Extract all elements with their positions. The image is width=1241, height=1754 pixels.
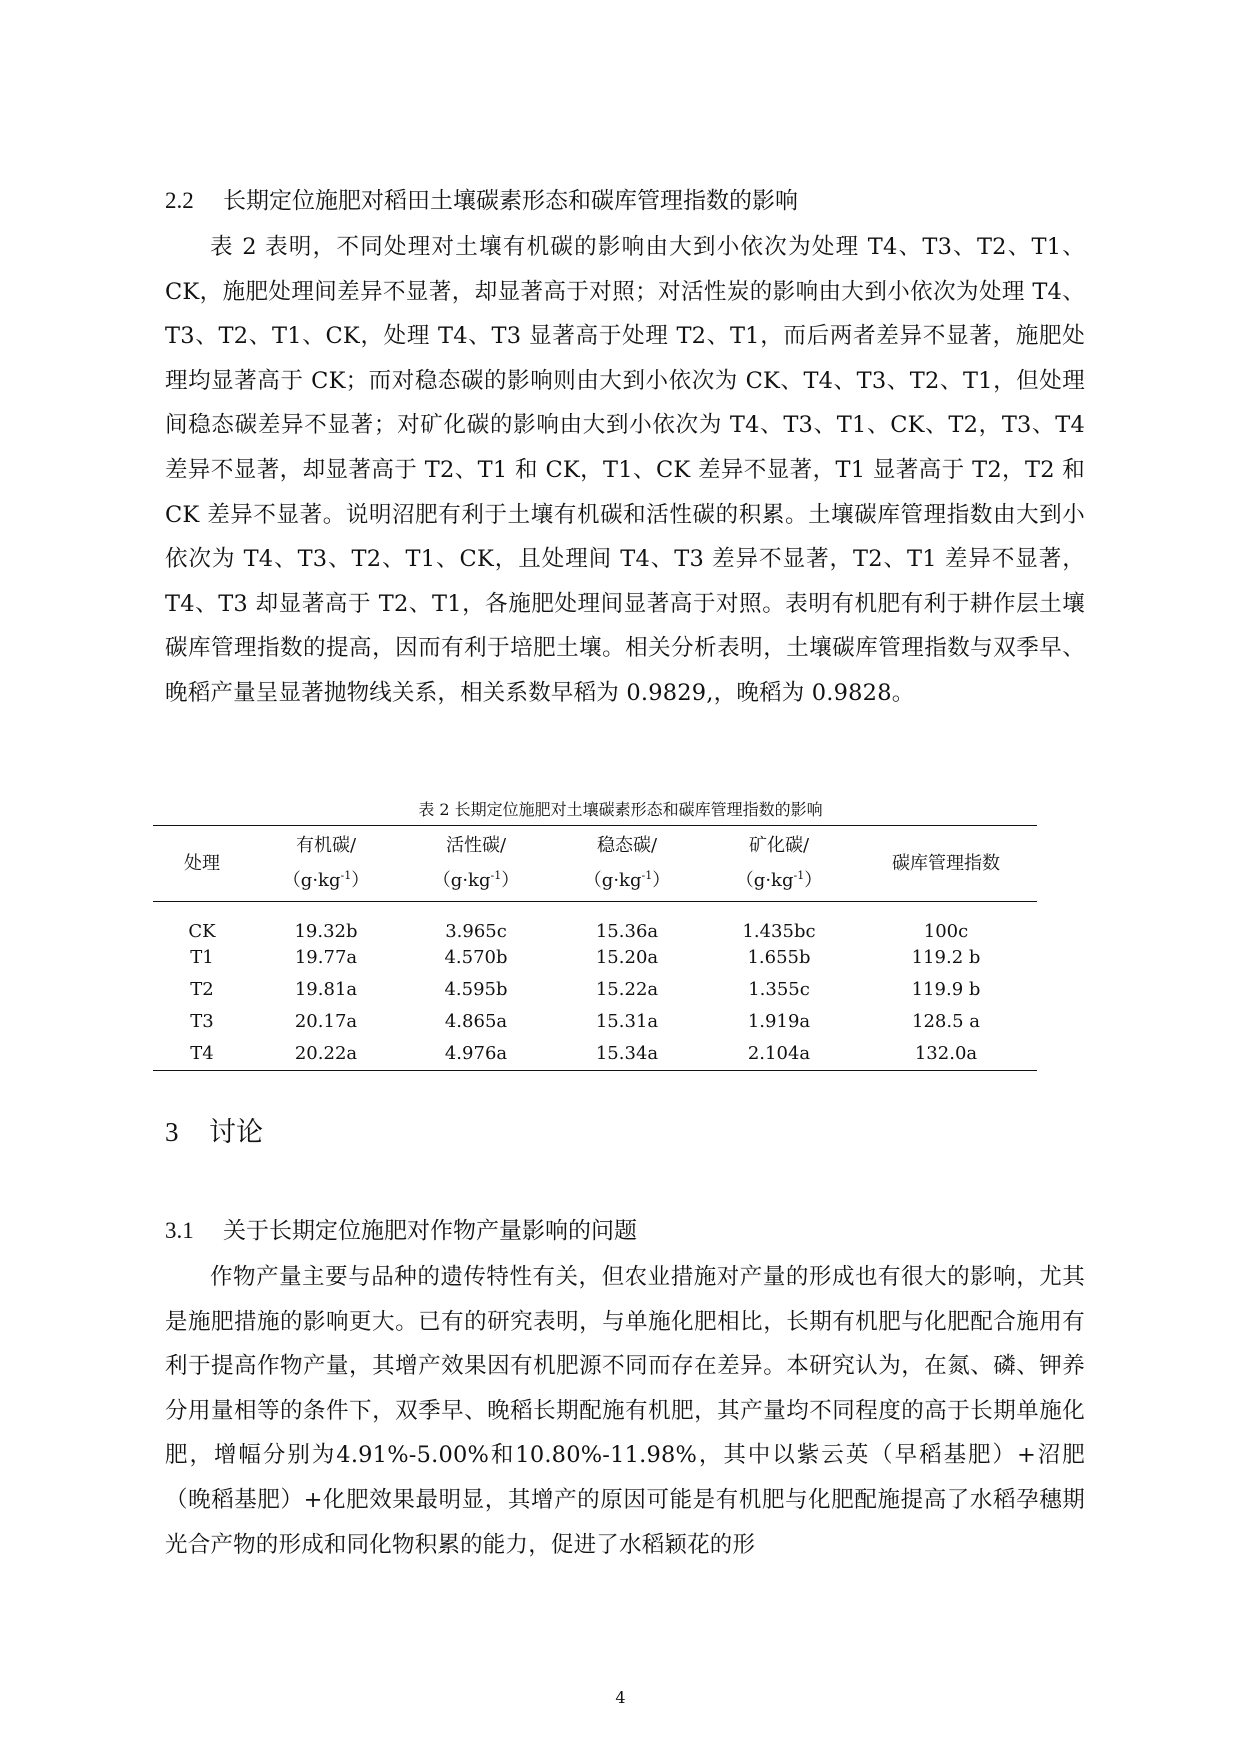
section-3-heading: [165, 1110, 263, 1149]
table-cell: T1: [190, 947, 214, 968]
table-cell: T3: [190, 1011, 214, 1032]
table-cell: 119.2 b: [911, 947, 981, 968]
column-header: 处理: [184, 852, 220, 874]
table-caption: 表 2 长期定位施肥对土壤碳素形态和碳库管理指数的影响: [418, 800, 823, 819]
table-cell: 100c: [923, 920, 969, 942]
table-row: [153, 1038, 1037, 1071]
column-header: 活性碳/ $(g\cdot kg^{-1})$: [432, 835, 520, 891]
section-number: 2.2: [165, 188, 194, 213]
table-cell: 19.32b: [294, 920, 358, 942]
table-cell: 4.595b: [444, 979, 508, 1000]
column-header: 碳库管理指数: [892, 852, 1000, 874]
table-cell: 1.435bc: [742, 920, 816, 942]
section-title: 长期定位施肥对稻田土壤碳素形态和碳库管理指数的影响: [223, 188, 798, 214]
table-row: [153, 902, 1037, 942]
table-cell: 15.31a: [595, 1011, 659, 1032]
table-cell: 4.865a: [444, 1011, 508, 1032]
column-header: 稳态碳/ $(g\cdot kg^{-1})$: [583, 835, 671, 891]
column-header: 矿化碳/ $(g\cdot kg^{-1})$: [735, 835, 823, 891]
section-title: 关于长期定位施肥对作物产量影响的问题: [223, 1218, 637, 1244]
data-table: [153, 825, 1037, 1071]
column-header: 有机碳/ $(g\cdot kg^{-1})$: [282, 835, 370, 891]
table-cell: 1.655b: [747, 947, 811, 968]
table-cell: 15.20a: [595, 947, 659, 968]
table-cell: 119.9 b: [911, 979, 981, 1000]
table-cell: 15.36a: [595, 920, 659, 942]
table-cell: 132.0a: [914, 1043, 978, 1064]
section-2-2-heading: [165, 182, 798, 215]
table-cell: 128.5 a: [912, 1011, 980, 1032]
table-cell: 3.965c: [445, 920, 507, 942]
table-cell: 15.22a: [595, 979, 659, 1000]
section-3-1-heading: [165, 1212, 637, 1245]
table-cell: 20.17a: [294, 1011, 358, 1032]
table-cell: 4.976a: [444, 1043, 508, 1064]
section-3-1-paragraph: 作物产量主要与品种的遗传特性有关，但农业措施对产量的形成也有很大的影响，尤其是施肥措施的影响更大。已有的研究表明，与单施化肥相比，长期有机肥与化肥配合施用有利于提高作物产量，其增产效果因有机肥源不同而存在差异。本研究认为，在氮、磷、钾养分用量相等的条件下，双季早、晚稻长期配施有机肥，其产量均不同程度的高于长期单施化肥，增幅分别为4.91%-5.00%和10.80%-11.98%，其中以紫云英（早稻基肥）+沼肥（晚稻基肥）+化肥效果最明显，其增产的原因可能是有机肥与化肥配施提高了水稻孕穗期光合产物的形成和同化物积累的能力，促进了水稻颖花的形: [165, 1264, 1085, 1558]
table-row: [153, 942, 1037, 974]
table-cell: CK: [188, 920, 216, 942]
table-cell: 20.22a: [294, 1043, 358, 1064]
section-title: 讨论: [209, 1117, 263, 1148]
table-cell: 1.919a: [747, 1011, 811, 1032]
page-number: 4: [615, 1688, 626, 1707]
section-2-2-paragraph: 表 2 表明，不同处理对土壤有机碳的影响由大到小依次为处理 T4、T3、T2、T1、CK，施肥处理间差异不显著，却显著高于对照；对活性炭的影响由大到小依次为处理 T4、T3、T2、T1、CK，处理 T4、T3 显著高于处理 T2、T1，而后两者差异不显著，施肥处理均显著高于 CK；而对稳态碳的影响则由大到小依次为 CK、T4、T3、T2、T1，但处理间稳态碳差异不显著；对矿化碳的影响由大到小依次为 T4、T3、T1、CK、T2，T3、T4 差异不显著，却显著高于 T2、T1 和 CK，T1、CK 差异不显著，T1 显著高于 T2，T2 和 CK 差异不显著。说明沼肥有利于土壤有机碳和活性碳的积累。土壤碳库管理指数由大到小依次为 T4、T3、T2、T1、CK，且处理间 T4、T3 差异不显著，T2、T1 差异不显著，T4、T3 却显著高于 T2、T1，各施肥处理间显著高于对照。表明有机肥有利于耕作层土壤碳库管理指数的提高，因而有利于培肥土壤。相关分析表明，土壤碳库管理指数与双季早、晚稻产量呈显著抛物线关系，相关系数早稻为 0.9829,，晚稻为 0.9828。: [165, 234, 1085, 706]
table-cell: 19.81a: [294, 979, 358, 1000]
section-number: 3: [165, 1117, 179, 1147]
table-cell: 2.104a: [747, 1043, 811, 1064]
table-cell: 19.77a: [294, 947, 358, 968]
table-row: [153, 1006, 1037, 1038]
table-row: [153, 974, 1037, 1006]
table-cell: T2: [190, 979, 214, 1000]
table-cell: 1.355c: [748, 979, 810, 1000]
table-cell: T4: [190, 1043, 214, 1064]
table-cell: 15.34a: [595, 1043, 659, 1064]
table-cell: 4.570b: [444, 947, 508, 968]
section-number: 3.1: [165, 1218, 194, 1243]
